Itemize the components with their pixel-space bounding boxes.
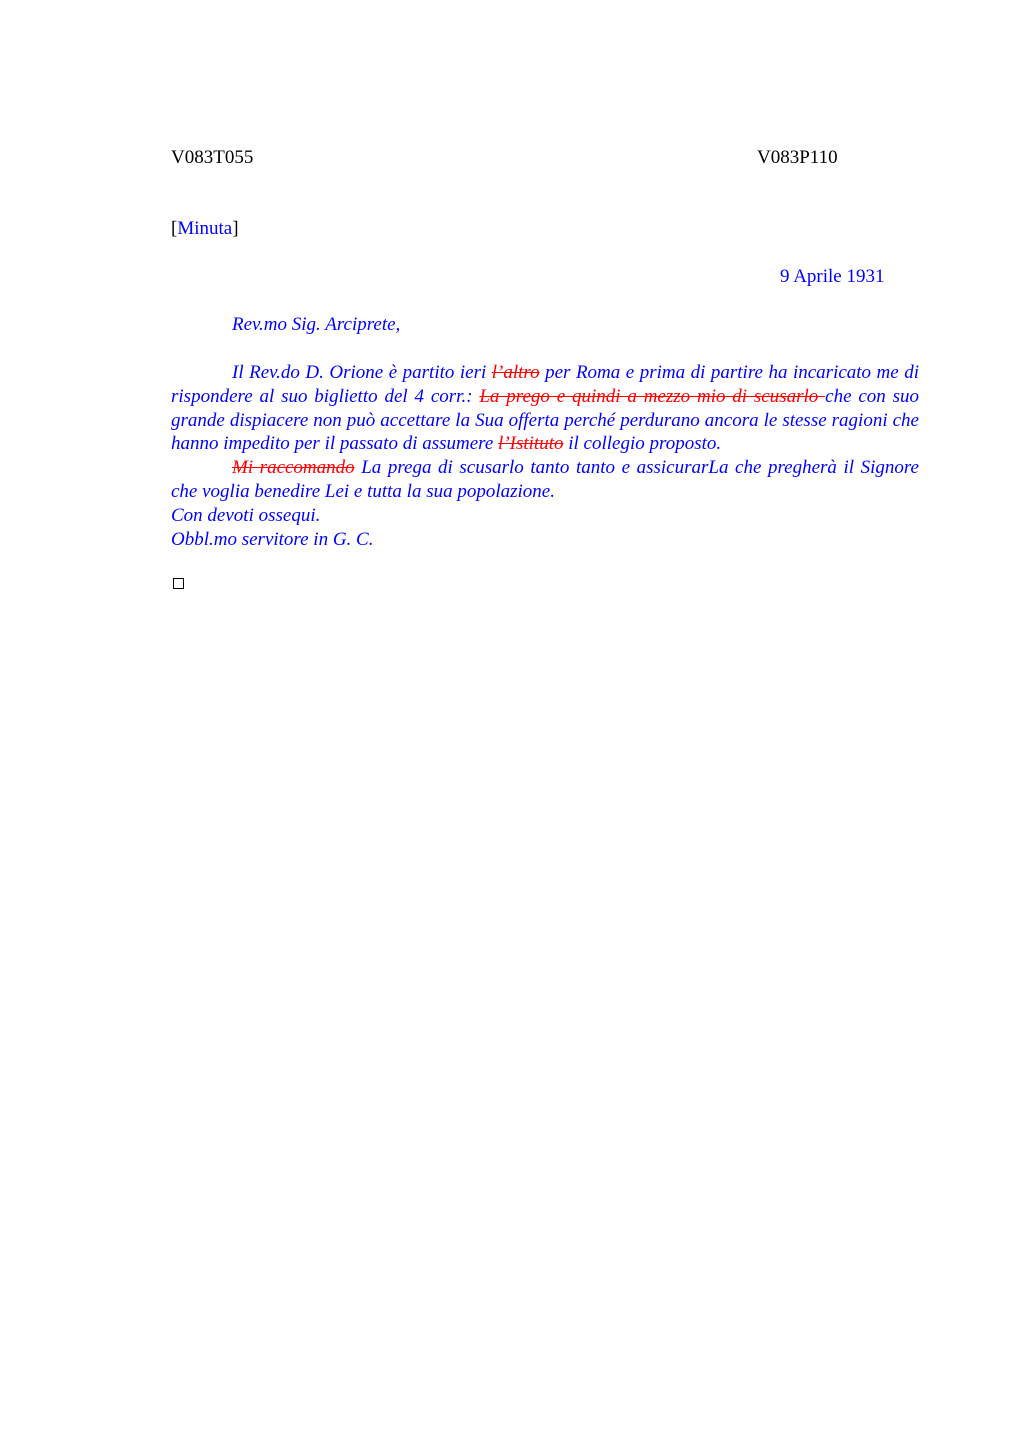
paragraph-1-text-d: il collegio proposto.: [563, 433, 722, 455]
deleted-text-4: Mi raccomando: [232, 457, 355, 479]
deleted-text-1: l’altro: [491, 362, 540, 383]
document-code-left: V083T055: [171, 147, 254, 168]
paragraph-1-text-c: che con suo grande dispiacere non può accettare la Sua offerta perché perdurano ancora le stesse ragioni che hanno impedito per il passato di assumere: [171, 385, 919, 455]
letter-salutation: Rev.mo Sig. Arciprete,: [232, 314, 401, 335]
paragraph-1-text-b: per Roma e prima di partire ha incaricato me di rispondere al suo biglietto del 4 corr.:: [171, 362, 919, 407]
document-code-right: V083P110: [757, 147, 838, 168]
end-marker-box: [173, 578, 184, 589]
paragraph-2-text: La prega di scusarlo tanto tanto e assicurarLa che pregherà il Signore che voglia benedire Lei e tutta la sua popolazione.: [171, 457, 919, 502]
paragraph-1: [171, 361, 919, 456]
letter-body: [171, 361, 919, 551]
document-type-label: [171, 218, 239, 240]
letter-closing: Con devoti ossequi.: [171, 504, 321, 526]
paragraph-1-text-a: Il Rev.do D. Orione è partito ieri: [232, 362, 492, 383]
document-type-text: Minuta: [177, 218, 233, 239]
letter-signature: Obbl.mo servitore in G. C.: [171, 528, 374, 550]
deleted-text-3: l’Istituto: [498, 433, 564, 455]
deleted-text-2: La prego e quindi a mezzo mio di scusarlo: [479, 385, 826, 407]
paragraph-2: [171, 456, 919, 504]
letter-date: 9 Aprile 1931: [780, 266, 885, 287]
bracket-close: ]: [232, 218, 239, 239]
bracket-open: [: [171, 218, 178, 239]
